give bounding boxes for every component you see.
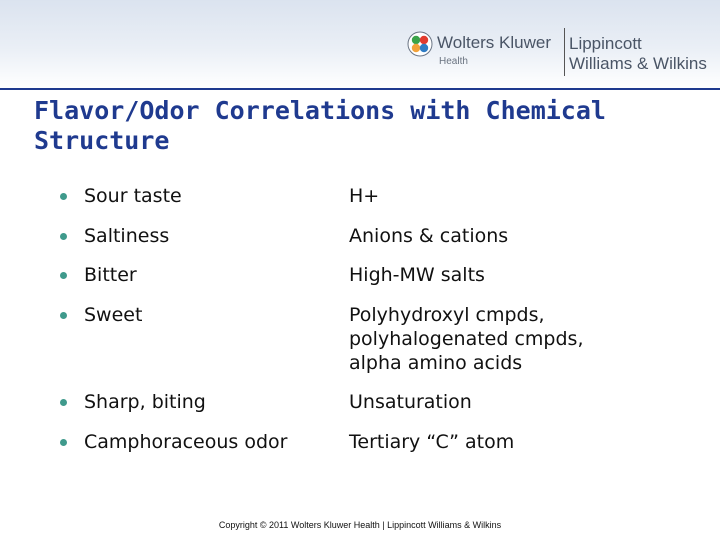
taste-label: Sour taste: [84, 185, 182, 207]
taste-label: Saltiness: [84, 225, 170, 247]
bullet-dot: [60, 233, 67, 240]
taste-label: Camphoraceous odor: [84, 431, 288, 453]
logo-wolters-kluwer: Wolters Kluwer: [437, 33, 551, 52]
wolters-kluwer-globe-icon: [407, 31, 433, 57]
copyright-footer: Copyright © 2011 Wolters Kluwer Health | Lippincott Williams & Wilkins: [218, 520, 502, 530]
chemical-feature-line: Polyhydroxyl cmpds,: [349, 304, 545, 326]
chemical-feature-line: polyhalogenated cmpds,: [349, 328, 584, 350]
chemical-feature: Anions & cations: [349, 225, 509, 247]
chemical-feature: H+: [349, 185, 380, 207]
taste-label: Sweet: [84, 304, 143, 326]
bullet-dot: [60, 312, 67, 319]
bullet-dot: [60, 399, 67, 406]
chemical-feature: High-MW salts: [349, 264, 485, 286]
slide-title-line2: Structure: [34, 126, 170, 155]
slide-title: [34, 96, 694, 156]
bullet-dot: [60, 272, 67, 279]
taste-label: Sharp, biting: [84, 391, 206, 413]
taste-label: Bitter: [84, 264, 137, 286]
chemical-feature: Unsaturation: [349, 391, 472, 413]
logo-lippincott: Lippincott: [569, 34, 642, 53]
publisher-logo: [407, 28, 717, 80]
chemical-feature: Tertiary “C” atom: [349, 431, 515, 453]
chemical-feature: [349, 303, 699, 375]
slide-title-line1: Flavor/Odor Correlations with Chemical: [34, 96, 606, 125]
logo-williams-wilkins: Williams & Wilkins: [569, 54, 707, 73]
bullet-dot: [60, 439, 67, 446]
bullet-dot: [60, 193, 67, 200]
chemical-feature-line: alpha amino acids: [349, 352, 523, 374]
logo-health: Health: [439, 56, 468, 67]
header-rule: [0, 88, 720, 90]
logo-divider: [564, 28, 565, 76]
